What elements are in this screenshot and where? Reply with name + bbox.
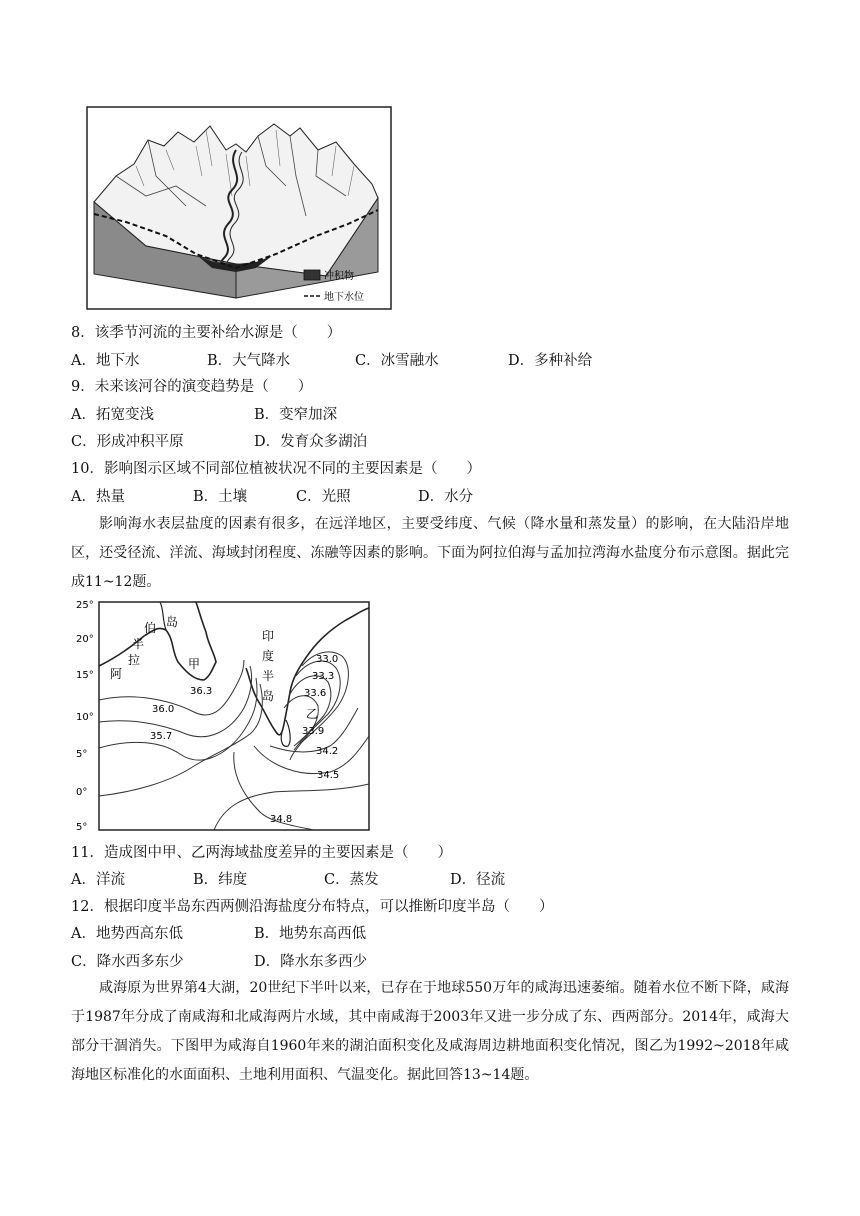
question-12-option-c[interactable]: C．降水西多东少: [71, 954, 184, 970]
question-9-option-d[interactable]: D．发育众多湖泊: [254, 434, 368, 450]
river-valley-svg: [86, 106, 392, 310]
isohaline-label: 34.5: [317, 770, 340, 781]
lat-label: 0°: [76, 787, 88, 798]
question-12-option-b[interactable]: B．地势东高西低: [254, 926, 367, 942]
question-10-option-a[interactable]: A．热量: [71, 489, 125, 505]
arabia-label: 阿: [110, 667, 123, 681]
india-label: 岛: [262, 689, 275, 703]
lat-label: 5°: [76, 822, 88, 833]
question-9-option-c[interactable]: C．形成冲积平原: [71, 434, 184, 450]
question-8-option-a[interactable]: A．地下水: [71, 353, 140, 369]
question-8-option-d[interactable]: D．多种补给: [508, 353, 593, 369]
question-9-stem: 9．未来该河谷的演变趋势是（ ）: [71, 379, 313, 395]
question-8-option-c[interactable]: C．冰雪融水: [355, 353, 439, 369]
india-label: 印: [262, 629, 275, 643]
question-8-stem: 8．该季节河流的主要补给水源是（ ）: [71, 325, 342, 341]
question-12-option-a[interactable]: A．地势西高东低: [71, 926, 183, 942]
question-11-stem: 11．造成图中甲、乙两海域盐度差异的主要因素是（ ）: [71, 845, 452, 861]
question-11-option-a[interactable]: A．洋流: [71, 872, 125, 888]
question-9-option-a[interactable]: A．拓宽变浅: [71, 407, 154, 423]
isohaline-label: 33.6: [304, 688, 327, 699]
region-jia-label: 甲: [188, 657, 201, 671]
arabia-label: 半: [132, 637, 145, 651]
question-10-option-b[interactable]: B．土壤: [193, 489, 248, 505]
question-10-option-d[interactable]: D．水分: [418, 489, 474, 505]
legend-alluvium-label: 冲积物: [324, 271, 354, 282]
passage-salinity: 影响海水表层盐度的因素有很多，在远洋地区，主要受纬度、气候（降水量和蒸发量）的影响，在大陆沿岸地区，还受径流、洋流、海域封闭程度、冻融等因素的影响。下面为阿拉伯海与孟加拉湾海水盐度分布示意图。据此完成11~12题。: [71, 516, 789, 590]
question-9-option-b[interactable]: B．变窄加深: [254, 407, 338, 423]
india-label: 度: [262, 649, 275, 663]
arabia-label: 拉: [128, 653, 141, 667]
question-10-stem: 10．影响图示区域不同部位植被状况不同的主要因素是（ ）: [71, 461, 481, 477]
lat-label: 20°: [76, 634, 94, 645]
lat-label: 10°: [76, 712, 94, 723]
river-valley-block-diagram: [86, 106, 392, 310]
arabia-label: 岛: [166, 615, 179, 629]
question-11-option-d[interactable]: D．径流: [450, 872, 506, 888]
isohaline-label: 34.2: [316, 746, 339, 757]
question-12-stem: 12．根据印度半岛东西两侧沿海盐度分布特点，可以推断印度半岛（ ）: [71, 899, 554, 915]
lat-label: 25°: [76, 600, 94, 611]
india-label: 半: [262, 669, 275, 683]
question-10-option-c[interactable]: C．光照: [296, 489, 351, 505]
isohaline-label: 36.0: [152, 704, 175, 715]
isohaline-label: 33.9: [302, 726, 325, 737]
salinity-map: [74, 596, 374, 836]
question-12-option-d[interactable]: D．降水东多西少: [254, 954, 368, 970]
isohaline-label: 33.3: [312, 671, 335, 682]
arabia-label: 伯: [144, 621, 157, 635]
lat-label: 5°: [76, 749, 88, 760]
isohaline-label: 36.3: [190, 686, 213, 697]
passage-aral-sea: 咸海原为世界第4大湖，20世纪下半叶以来，已存在于地球550万年的咸海迅速萎缩。随着水位不断下降，咸海于1987年分成了南咸海和北咸海两片水域，其中南咸海于2003年又进一步分成了东、西两部分。2014年，咸海大部分干涸消失。下图甲为咸海自1960年来的湖泊面积变化及咸海周边耕地面积变化情况，图乙为1992~2018年咸海地区标准化的水面面积、土地利用面积、气温变化。据此回答13~14题。: [71, 980, 789, 1083]
question-11-option-b[interactable]: B．纬度: [193, 872, 248, 888]
salinity-map-svg: [74, 596, 374, 836]
region-yi-label: 乙: [306, 707, 319, 721]
isohaline-label: 34.8: [270, 814, 293, 825]
isohaline-label: 35.7: [150, 731, 173, 742]
legend-water-table-label: 地下水位: [324, 292, 364, 303]
isohaline-label: 33.0: [316, 654, 339, 665]
question-11-option-c[interactable]: C．蒸发: [324, 872, 379, 888]
question-8-option-b[interactable]: B．大气降水: [207, 353, 291, 369]
lat-label: 15°: [76, 670, 94, 681]
